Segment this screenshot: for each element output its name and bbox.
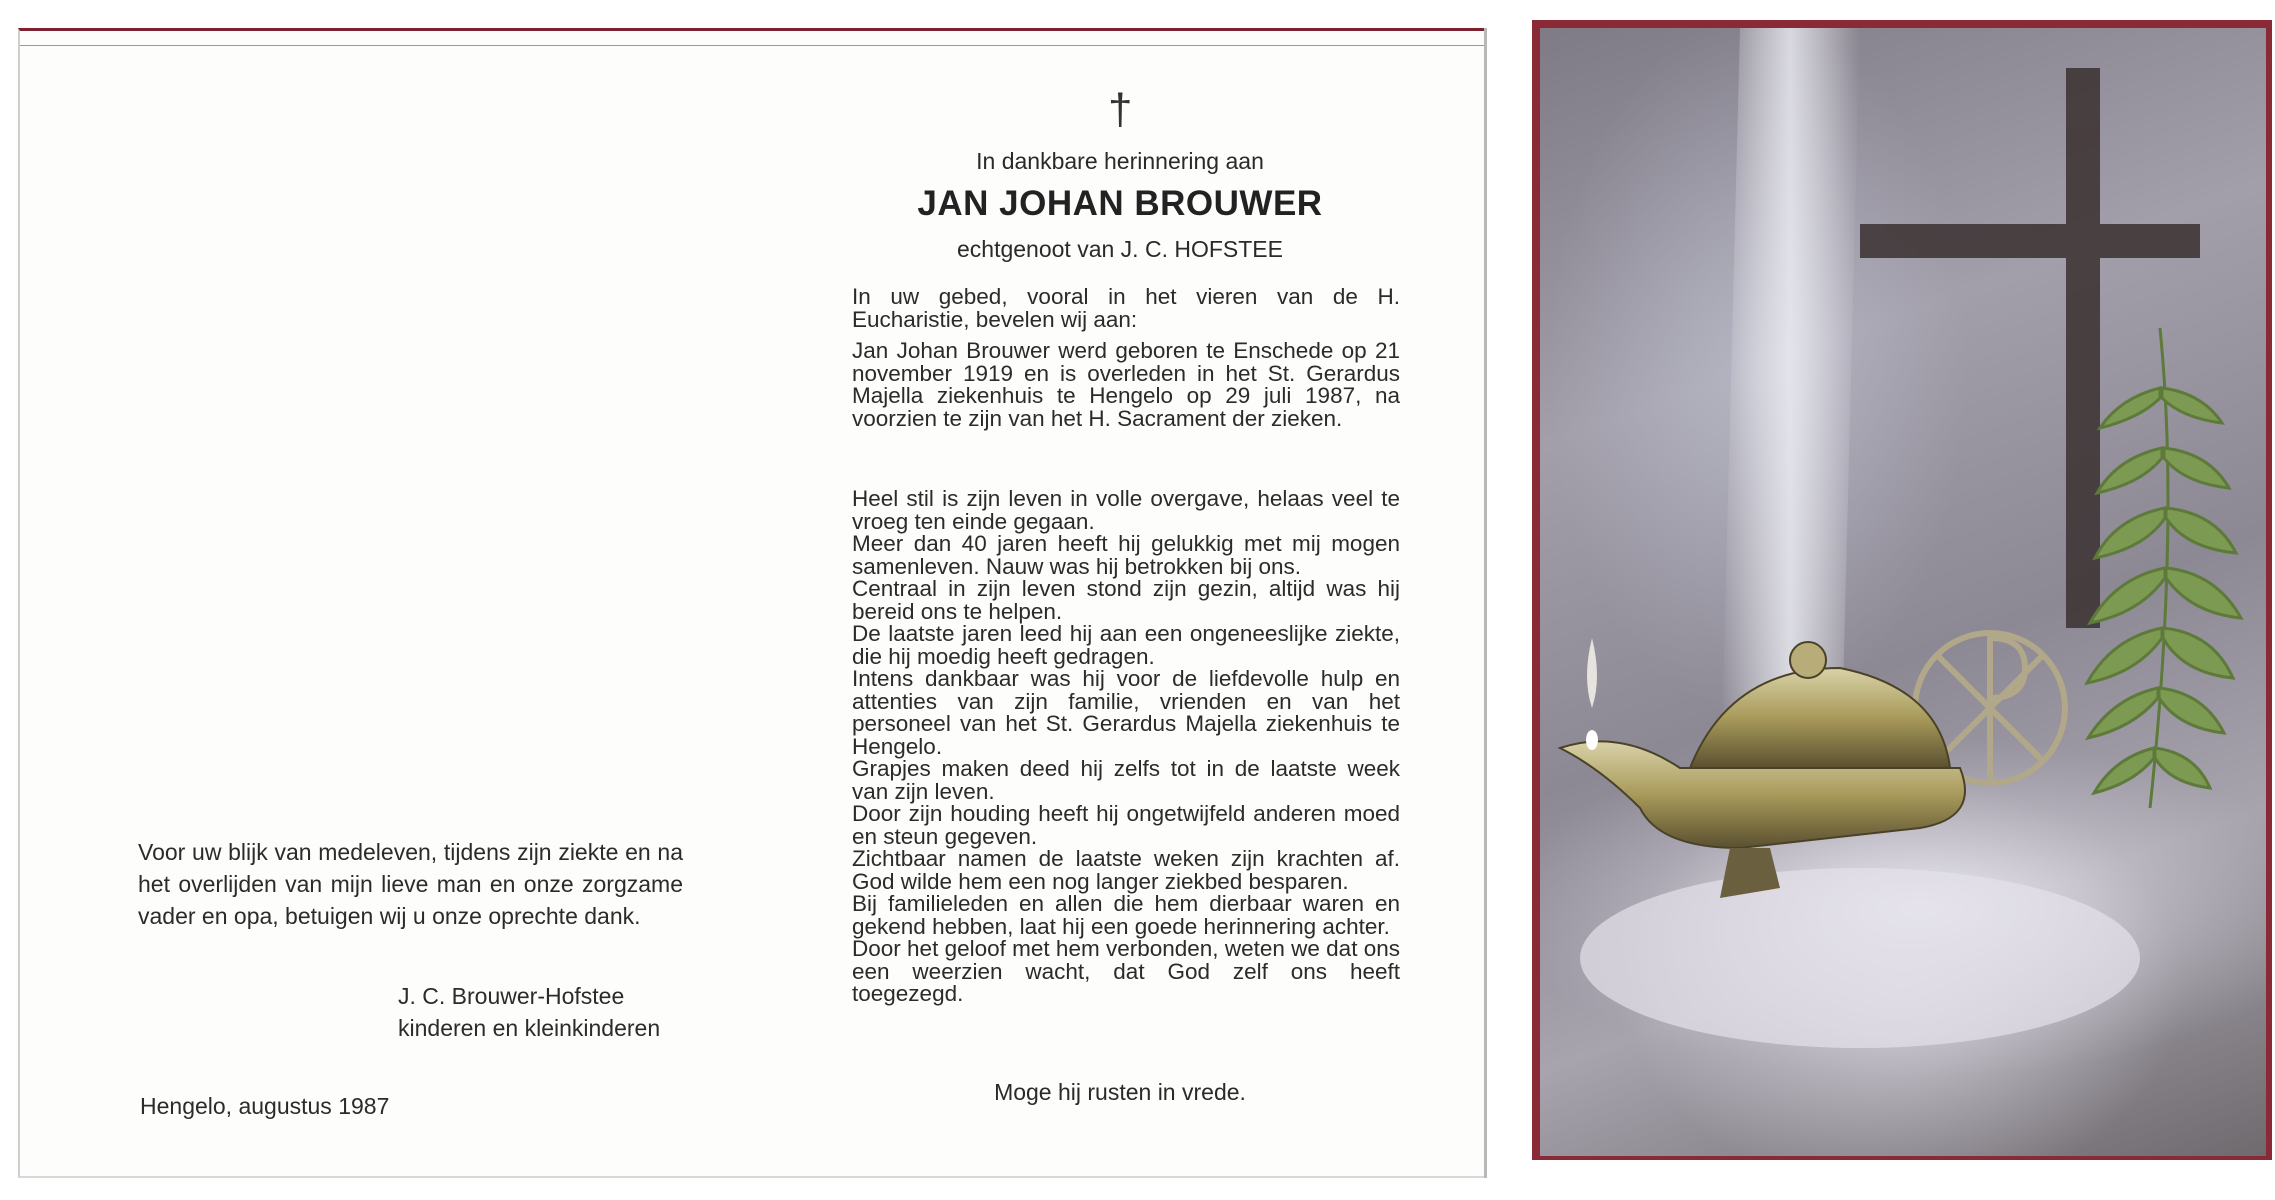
paragraph: Grapjes maken deed hij zelfs tot in de laatste week van zijn leven. (852, 756, 1400, 804)
paragraph: Intens dankbaar was hij voor de liefdevolle hulp en attenties van zijn familie, vrienden en van het personeel van het St. Gerardus Majella ziekenhuis te Hengelo. (852, 666, 1400, 759)
prayer-intro: In uw gebed, vooral in het vieren van de H. Eucharistie, bevelen wij aan: (852, 284, 1400, 332)
signature-family: kinderen en kleinkinderen (398, 1015, 661, 1041)
signature-name: J. C. Brouwer-Hofstee (398, 983, 625, 1009)
paragraph: Door het geloof met hem verbonden, weten we dat ons een weerzien wacht, dat God zelf ons heeft toegezegd. (852, 936, 1400, 1006)
spouse-line: echtgenoot van J. C. HOFSTEE (957, 236, 1283, 262)
closing-line: Moge hij rusten in vrede. (994, 1079, 1246, 1105)
memorial-paragraphs (852, 488, 1400, 1006)
painting-image (1540, 28, 2266, 1156)
paragraph: Bij familieleden en allen die hem dierbaar waren en gekend hebben, laat hij een goede herinnering achter. (852, 891, 1400, 939)
cross-icon: † (1108, 85, 1133, 134)
paragraph: Centraal in zijn leven stond zijn gezin, altijd was hij bereid ons te helpen. (852, 576, 1400, 624)
palm-leaf (2087, 328, 2241, 808)
biography: Jan Johan Brouwer werd geboren te Enschede op 21 november 1919 en is overleden in het St. Gerardus Majella ziekenhuis te Hengelo op 29 juli 1987, na voorzien te zijn van het H. Sacrament der zieken. (852, 338, 1400, 431)
intro-line: In dankbare herinnering aan (976, 148, 1264, 174)
paragraph: Zichtbaar namen de laatste weken zijn krachten af. God wilde hem een nog langer ziekbed besparen. (852, 846, 1400, 894)
cross-shape (1860, 68, 2200, 628)
paragraph: Heel stil is zijn leven in volle overgave, helaas veel te vroeg ten einde gegaan. (852, 486, 1400, 534)
paragraph: De laatste jaren leed hij aan een ongeneeslijke ziekte, die hij moedig heeft gedragen. (852, 621, 1400, 669)
paragraph: Door zijn houding heeft hij ongetwijfeld anderen moed en steun gegeven. (852, 801, 1400, 849)
place-date: Hengelo, augustus 1987 (140, 1093, 390, 1119)
oil-lamp-cross-painting (1540, 28, 2266, 1156)
thank-you-text: Voor uw blijk van medeleven, tijdens zijn ziekte en na het overlijden van mijn lieve man en onze zorgzame vader en opa, betuigen wij u onze oprechte dank. (138, 839, 683, 929)
card-fold-edge (1484, 28, 1487, 1178)
paragraph: Meer dan 40 jaren heeft hij gelukkig met mij mogen samenleven. Nauw was hij betrokken bij ons. (852, 531, 1400, 579)
deceased-name: JAN JOHAN BROUWER (917, 184, 1323, 223)
flame (1586, 730, 1598, 750)
flame-smoke (1587, 638, 1597, 708)
signature (398, 980, 698, 1044)
